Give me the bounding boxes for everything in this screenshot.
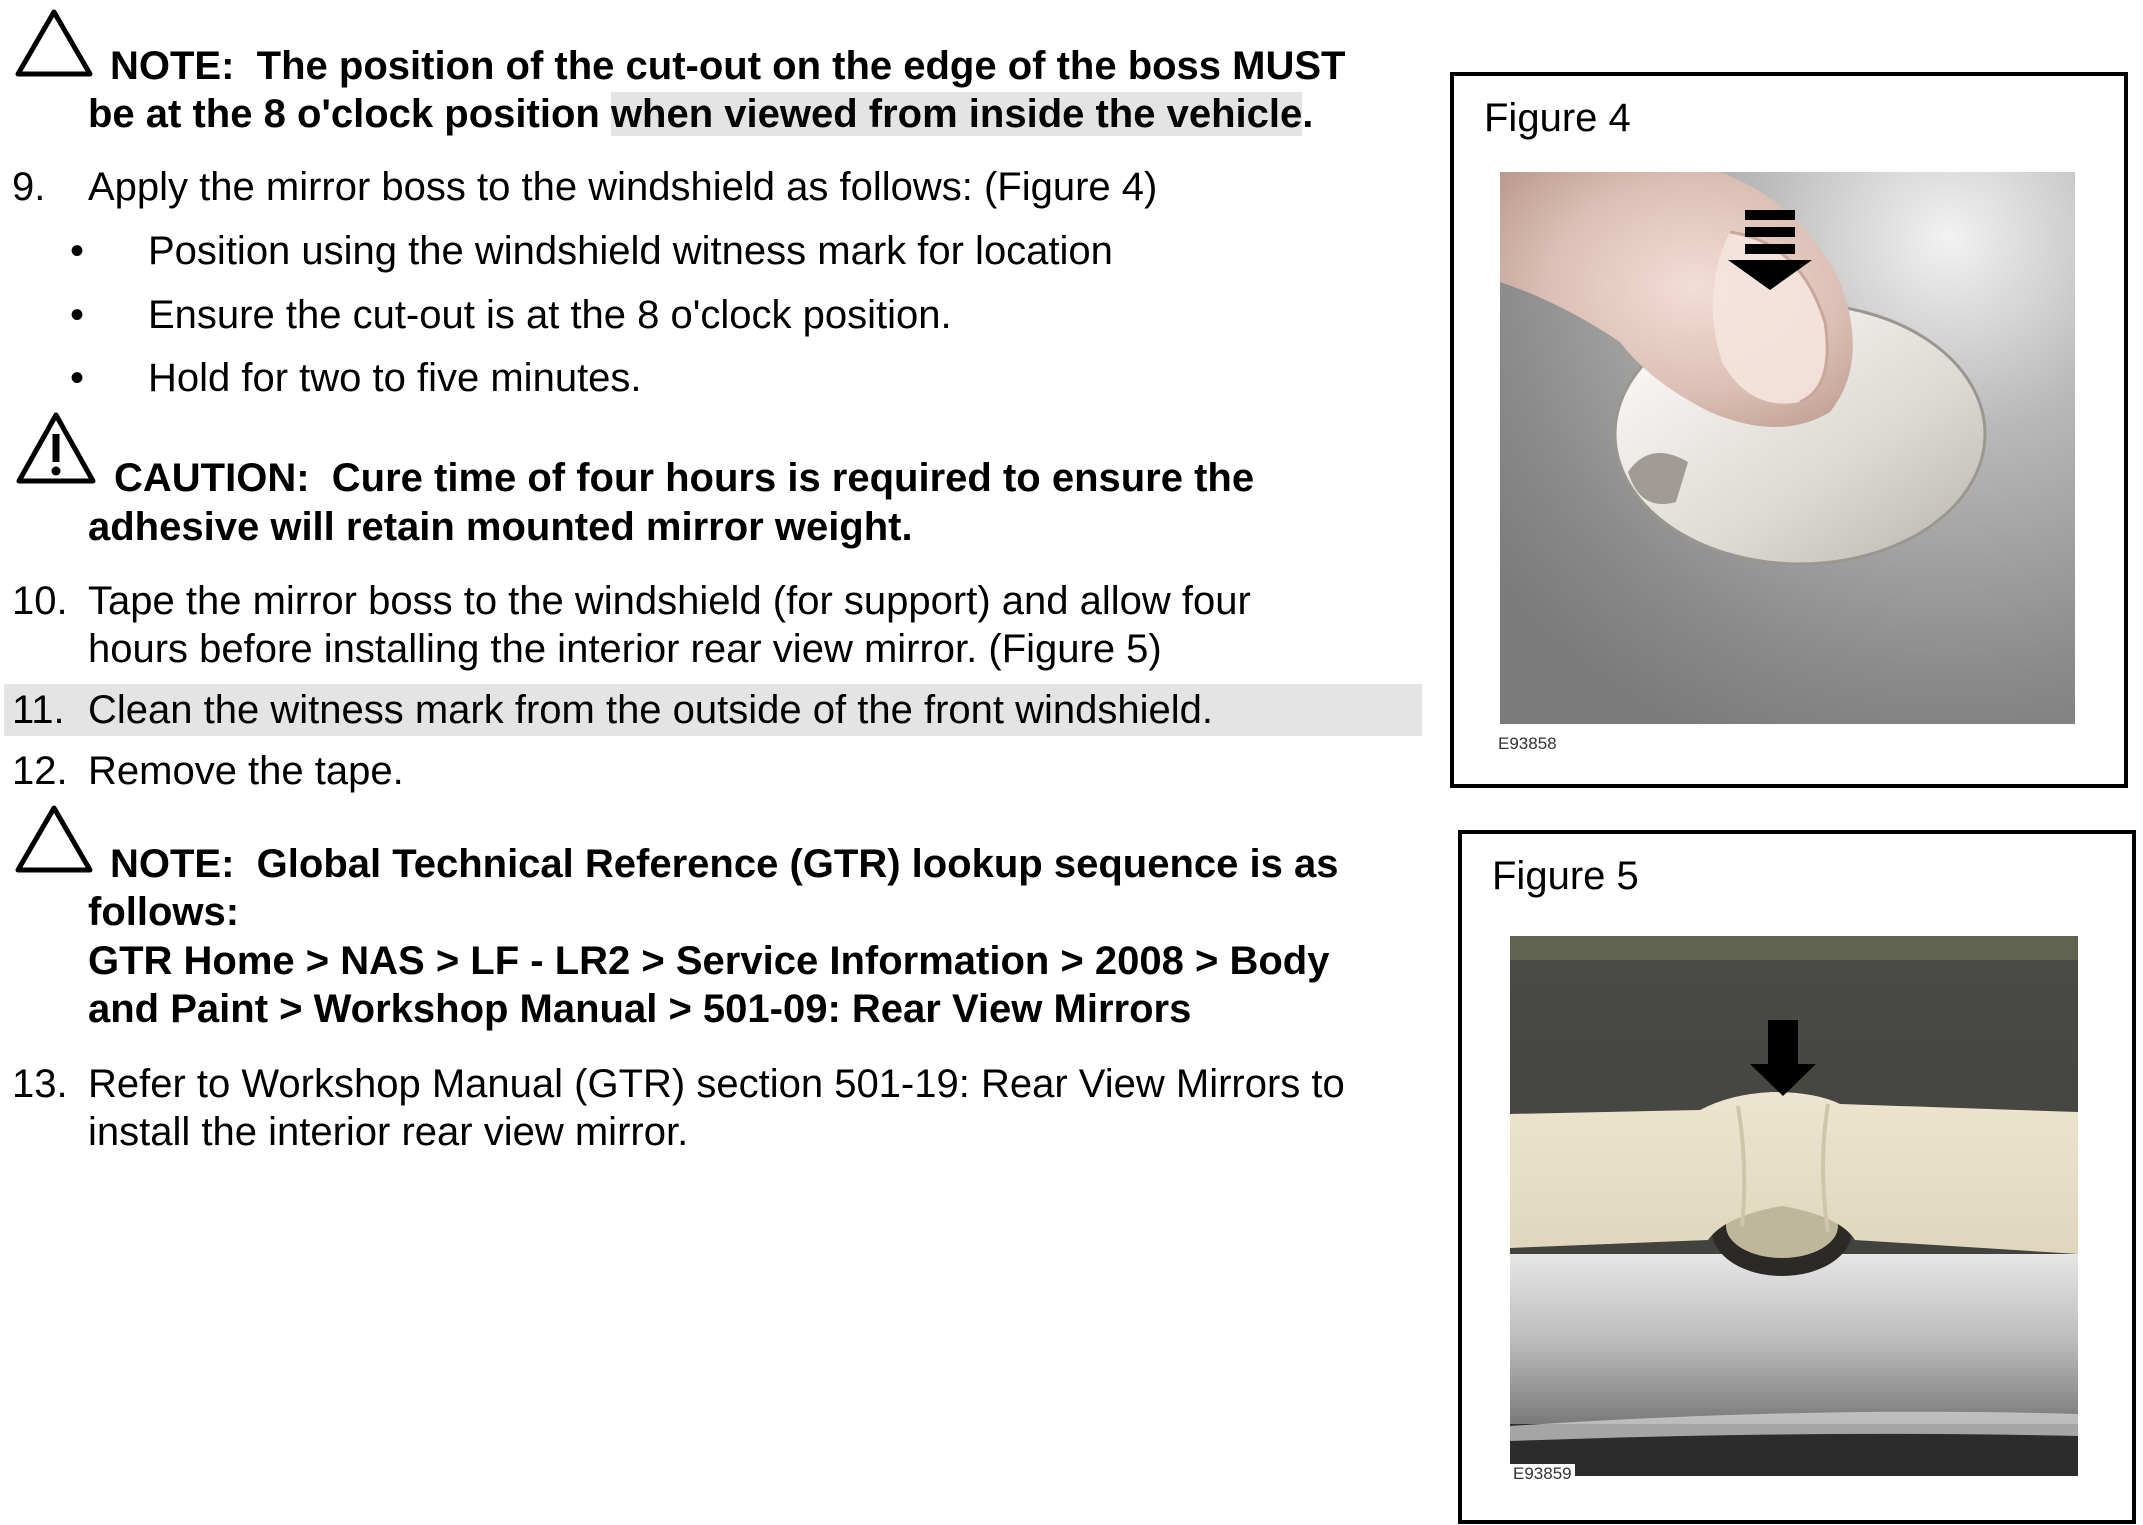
note1-text-line1: The position of the cut-out on the edge of the boss MUST	[256, 44, 1346, 88]
step10-line2: hours before installing the interior rear view mirror. (Figure 5)	[88, 627, 1162, 671]
step12-number: 12.	[12, 749, 68, 793]
step13-line1: Refer to Workshop Manual (GTR) section 501-19: Rear View Mirrors to	[88, 1062, 1345, 1106]
bullet-dot: •	[70, 293, 85, 337]
figure-5-image-code: E93859	[1510, 1464, 1575, 1484]
step13-number: 13.	[12, 1062, 68, 1106]
figure-4-image-code: E93858	[1498, 734, 1557, 753]
caution-label: CAUTION:	[114, 456, 310, 500]
figure-4	[1450, 72, 2128, 788]
step9-bullet-3: Hold for two to five minutes.	[148, 356, 642, 400]
step12-text: Remove the tape.	[88, 749, 404, 793]
note2-gtr-path-line1: GTR Home > NAS > LF - LR2 > Service Information > 2008 > Body	[88, 939, 1330, 983]
figure-4-photo-thumb-pressing-boss	[1500, 172, 2075, 724]
note2-line1	[110, 840, 1338, 888]
caution-text-line1: Cure time of four hours is required to ensure the	[331, 456, 1255, 500]
figure-4-title: Figure 4	[1484, 96, 1631, 140]
step10-number: 10.	[12, 579, 68, 623]
note2-label: NOTE:	[110, 842, 235, 886]
step9-bullet-2: Ensure the cut-out is at the 8 o'clock position.	[148, 293, 952, 337]
step11-number: 11.	[12, 688, 65, 732]
caution-warning-icon	[14, 410, 98, 486]
caution-line2: adhesive will retain mounted mirror weight.	[88, 505, 913, 549]
note2-line2: follows:	[88, 890, 240, 934]
step11-text: Clean the witness mark from the outside of the front windshield.	[88, 688, 1213, 732]
figure-5-title: Figure 5	[1492, 854, 1639, 898]
note-triangle-icon	[14, 804, 94, 874]
note1-label: NOTE:	[110, 44, 235, 88]
caution-line1	[114, 454, 1254, 502]
figure-5	[1458, 830, 2136, 1524]
step9-text: Apply the mirror boss to the windshield as follows: (Figure 4)	[88, 165, 1158, 209]
figure-5-photo-taped-boss	[1510, 936, 2078, 1476]
bullet-dot: •	[70, 356, 85, 400]
note2-gtr-path-line2: and Paint > Workshop Manual > 501-09: Rear View Mirrors	[88, 987, 1192, 1031]
step13-line2: install the interior rear view mirror.	[88, 1110, 689, 1154]
note-triangle-icon	[14, 8, 94, 78]
note1-text-line2a: be at the 8 o'clock position	[88, 92, 611, 136]
step9-bullet-1: Position using the windshield witness mark for location	[148, 229, 1113, 273]
step10-line1: Tape the mirror boss to the windshield (for support) and allow four	[88, 579, 1251, 623]
note1-line2	[88, 90, 1313, 138]
note2-text-line1: Global Technical Reference (GTR) lookup sequence is as	[256, 842, 1339, 886]
step9-number: 9.	[12, 165, 46, 209]
note1-text-line2c: .	[1302, 92, 1314, 136]
bullet-dot: •	[70, 229, 85, 273]
note1-highlighted-text: when viewed from inside the vehicle	[610, 92, 1303, 136]
note1-line1	[110, 42, 1345, 90]
